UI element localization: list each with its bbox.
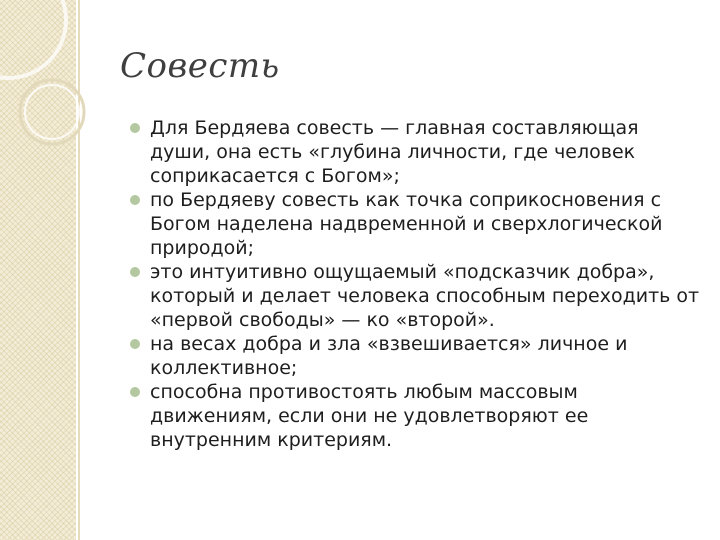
bullet-text: Для Бердяева совесть — главная составляющая души, она есть «глубина личности, где человек соприкасается с Богом»; [150, 117, 639, 187]
bullet-text: способна противостоять любым массовым движениям, если они не удовлетворяют ее внутренним критериям. [150, 381, 589, 451]
bullet-item [130, 332, 702, 380]
bullet-text: по Бердяеву совесть как точка соприкосновения с Богом наделена надвременной и сверхлогической природой; [150, 189, 663, 259]
bullet-icon [130, 339, 140, 349]
bullet-text: на весах добра и зла «взвешивается» личное и коллективное; [150, 333, 628, 379]
bullet-icon [130, 123, 140, 133]
bullet-list [130, 116, 702, 452]
bullet-icon [130, 267, 140, 277]
decorative-circles-icon [0, 0, 130, 200]
bullet-icon [130, 387, 140, 397]
bullet-item [130, 116, 702, 188]
slide-title: Совесть [120, 46, 280, 86]
bullet-icon [130, 195, 140, 205]
bullet-item [130, 380, 702, 452]
bullet-item [130, 260, 702, 332]
bullet-item [130, 188, 702, 260]
bullet-text: это интуитивно ощущаемый «подсказчик добра», который и делает человека способным переходить от «первой свободы» — ко «второй». [150, 261, 700, 331]
